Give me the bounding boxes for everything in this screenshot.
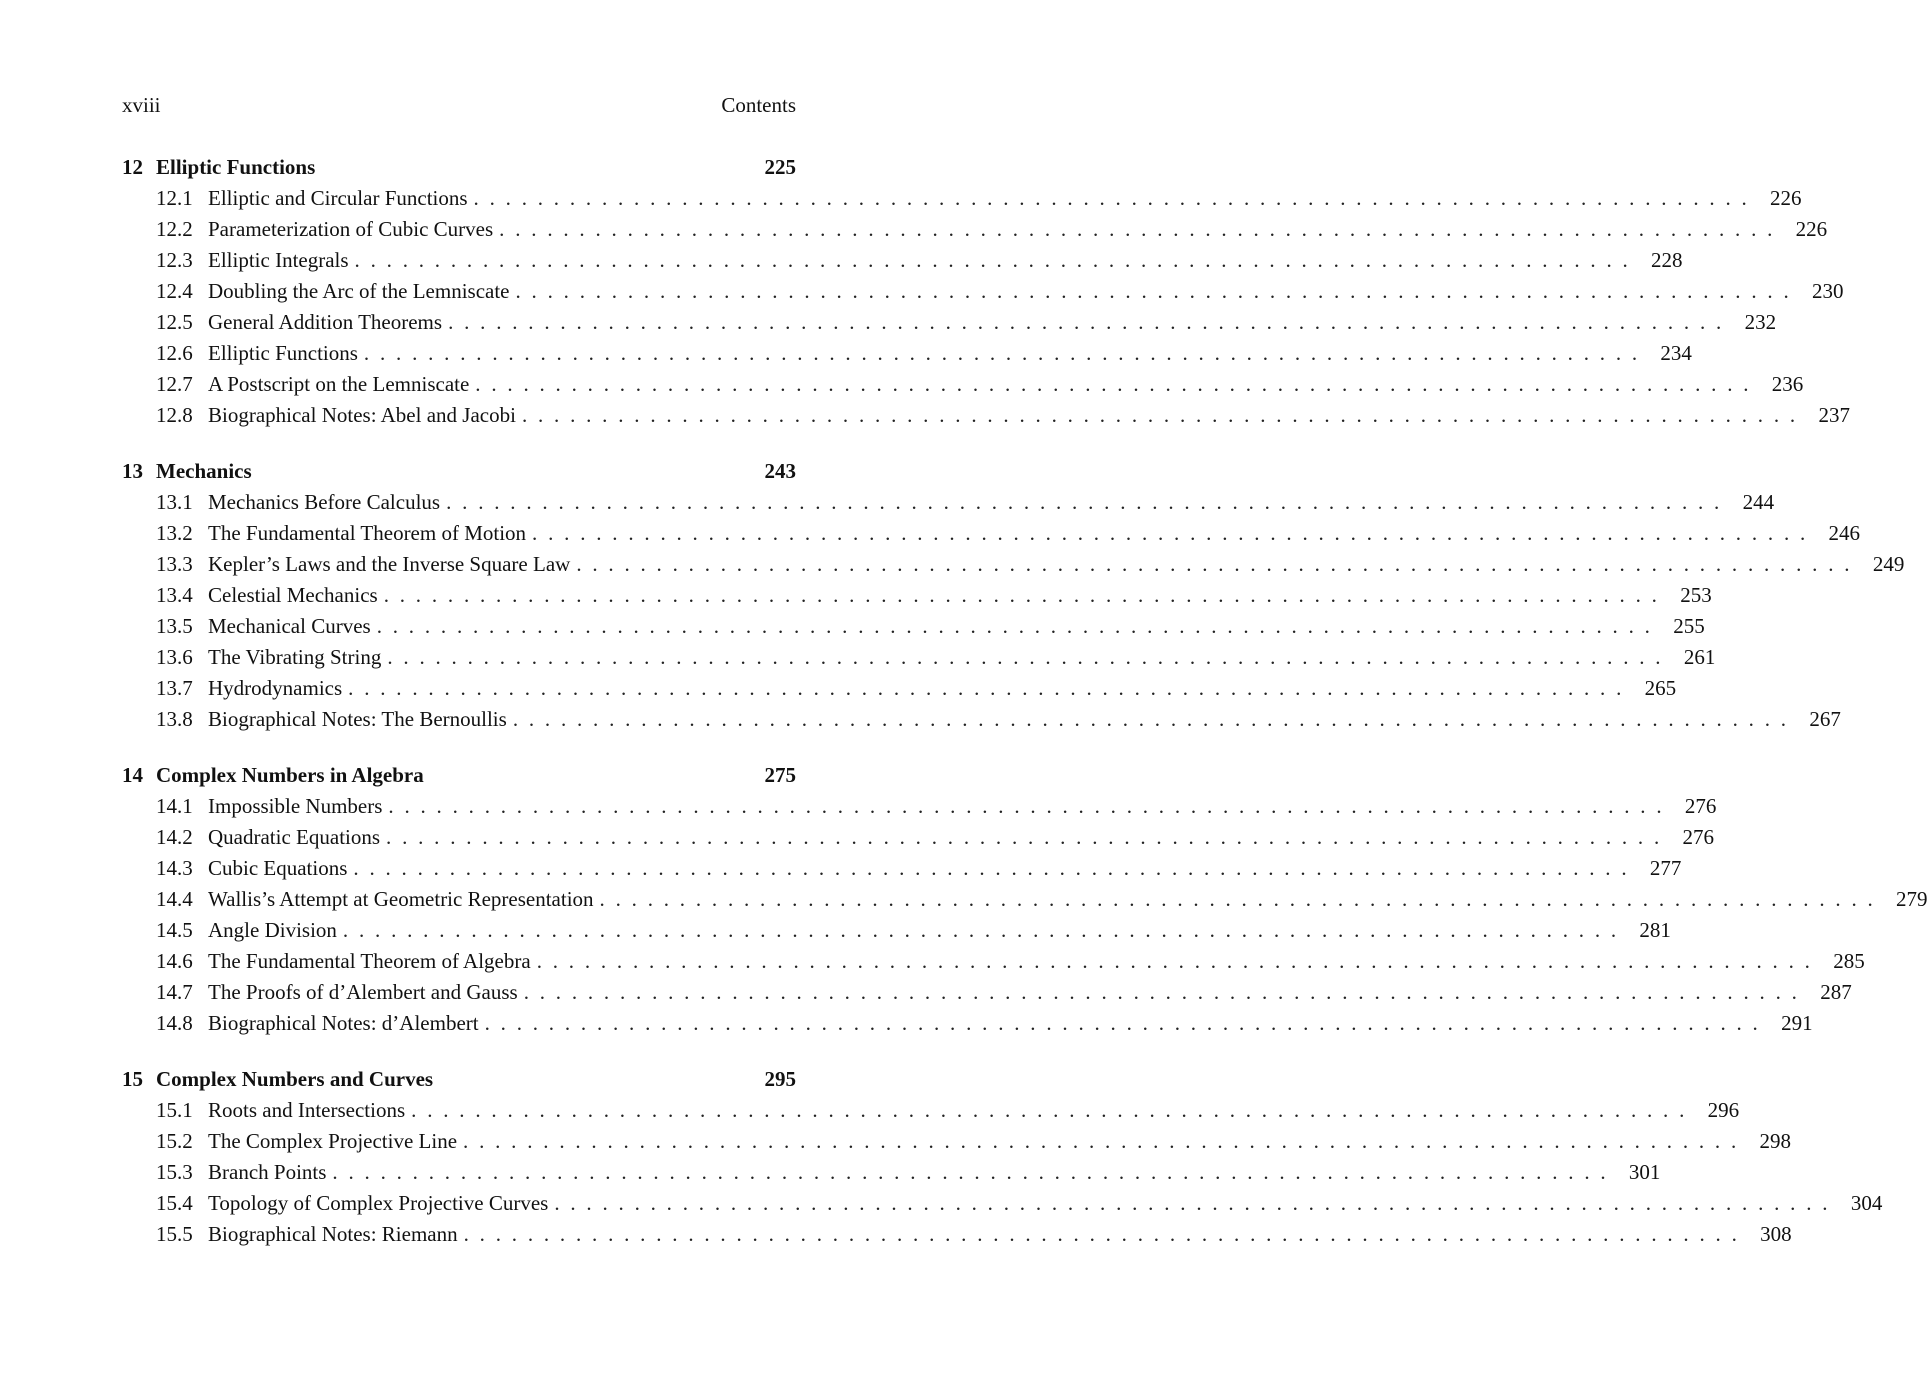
- dot-leader: ................................................................................: [473, 186, 1758, 210]
- dot-leader: ................................................................................: [475, 372, 1760, 396]
- page-folio: xviii: [122, 93, 161, 117]
- chapter-number: 13: [122, 459, 143, 483]
- chapter-number: 14: [122, 763, 143, 787]
- chapter-page-number: 225: [764, 155, 796, 179]
- toc-entry[interactable]: [122, 1188, 1883, 1219]
- section-title: The Proofs of d’Alembert and Gauss: [208, 980, 518, 1004]
- chapter-title: Complex Numbers in Algebra: [156, 763, 424, 787]
- toc-entry[interactable]: [122, 915, 1671, 946]
- toc-entry[interactable]: [122, 884, 1928, 915]
- chapter-block: [122, 1064, 1883, 1250]
- section-page-number: 228: [1651, 248, 1683, 272]
- toc-entry[interactable]: [122, 642, 1716, 673]
- section-page-number: 237: [1818, 403, 1850, 427]
- chapter-block: [122, 456, 1905, 735]
- section-page-number: 253: [1680, 583, 1712, 607]
- section-number: 12.5: [156, 310, 193, 334]
- page-header: [122, 90, 796, 120]
- toc-entry[interactable]: [122, 822, 1715, 853]
- toc-entry[interactable]: [122, 307, 1777, 338]
- section-number: 14.4: [156, 887, 193, 911]
- toc-entry[interactable]: [122, 214, 1828, 245]
- section-title: Wallis’s Attempt at Geometric Representation: [208, 887, 594, 911]
- dot-leader: ................................................................................: [484, 1011, 1769, 1035]
- dot-leader: ................................................................................: [536, 949, 1821, 973]
- dot-leader: ................................................................................: [387, 645, 1672, 669]
- section-page-number: 267: [1809, 707, 1841, 731]
- section-page-number: 291: [1781, 1011, 1813, 1035]
- section-title: Quadratic Equations: [208, 825, 381, 849]
- toc-entry[interactable]: [122, 276, 1844, 307]
- section-page-number: 265: [1644, 676, 1677, 700]
- section-number: 12.1: [156, 186, 193, 210]
- section-title: Doubling the Arc of the Lemniscate: [208, 279, 510, 303]
- running-title: Contents: [721, 93, 796, 117]
- toc-entry[interactable]: [122, 369, 1804, 400]
- dot-leader: ................................................................................: [332, 1160, 1617, 1184]
- section-title: The Complex Projective Line: [208, 1129, 458, 1153]
- dot-leader: ................................................................................: [376, 614, 1661, 638]
- toc-entry[interactable]: [122, 673, 1677, 704]
- section-title: The Fundamental Theorem of Algebra: [208, 949, 531, 973]
- toc-entry[interactable]: [122, 1126, 1792, 1157]
- dot-leader: ................................................................................: [446, 490, 1731, 514]
- section-number: 15.1: [156, 1098, 193, 1122]
- dot-leader: ................................................................................: [463, 1222, 1748, 1246]
- chapter-page-number: 275: [764, 763, 796, 787]
- chapter-page-number: 243: [764, 459, 796, 483]
- dot-leader: ................................................................................: [576, 552, 1861, 576]
- section-number: 14.8: [156, 1011, 193, 1035]
- section-page-number: 277: [1649, 856, 1682, 880]
- section-number: 12.7: [156, 372, 193, 396]
- section-page-number: 261: [1683, 645, 1716, 669]
- toc-entry[interactable]: [122, 580, 1712, 611]
- toc-entry[interactable]: [122, 183, 1802, 214]
- section-title: Mechanics Before Calculus: [208, 490, 441, 514]
- section-title: Kepler’s Laws and the Inverse Square Law: [208, 552, 571, 576]
- dot-leader: ................................................................................: [599, 887, 1884, 911]
- section-title: General Addition Theorems: [208, 310, 443, 334]
- section-number: 12.4: [156, 279, 193, 303]
- section-title: Elliptic Functions: [208, 341, 358, 365]
- section-number: 12.3: [156, 248, 193, 272]
- dot-leader: ................................................................................: [463, 1129, 1748, 1153]
- section-page-number: 244: [1742, 490, 1775, 514]
- section-title: Branch Points: [208, 1160, 327, 1184]
- chapter-number: 15: [122, 1067, 143, 1091]
- section-page-number: 285: [1833, 949, 1865, 973]
- section-page-number: 249: [1872, 552, 1905, 576]
- dot-leader: ................................................................................: [383, 583, 1668, 607]
- section-page-number: 236: [1771, 372, 1804, 396]
- dot-leader: ................................................................................: [532, 521, 1817, 545]
- dot-leader: ................................................................................: [499, 217, 1784, 241]
- section-page-number: 308: [1760, 1222, 1792, 1246]
- section-number: 13.8: [156, 707, 193, 731]
- section-page-number: 301: [1628, 1160, 1661, 1184]
- dot-leader: ................................................................................: [342, 918, 1627, 942]
- chapter-heading[interactable]: [122, 760, 796, 791]
- dot-leader: ................................................................................: [448, 310, 1733, 334]
- section-page-number: 232: [1744, 310, 1777, 334]
- toc-entry[interactable]: [122, 487, 1775, 518]
- section-title: The Fundamental Theorem of Motion: [208, 521, 527, 545]
- section-title: Mechanical Curves: [208, 614, 371, 638]
- toc-entry[interactable]: [122, 791, 1717, 822]
- section-number: 15.5: [156, 1222, 193, 1246]
- section-number: 13.6: [156, 645, 193, 669]
- section-page-number: 276: [1682, 825, 1715, 849]
- dot-leader: ................................................................................: [512, 707, 1797, 731]
- section-number: 14.5: [156, 918, 193, 942]
- section-page-number: 226: [1795, 217, 1828, 241]
- chapter-heading[interactable]: [122, 1064, 796, 1095]
- section-title: Biographical Notes: The Bernoullis: [208, 707, 507, 731]
- chapter-title: Complex Numbers and Curves: [156, 1067, 434, 1091]
- section-number: 15.2: [156, 1129, 193, 1153]
- section-page-number: 276: [1684, 794, 1717, 818]
- chapter-title: Elliptic Functions: [156, 155, 316, 179]
- toc-entry[interactable]: [122, 1219, 1792, 1250]
- section-number: 13.2: [156, 521, 193, 545]
- toc-entry[interactable]: [122, 1157, 1661, 1188]
- section-title: Elliptic and Circular Functions: [208, 186, 468, 210]
- toc-entry[interactable]: [122, 400, 1850, 431]
- section-title: The Vibrating String: [208, 645, 382, 669]
- section-title: A Postscript on the Lemniscate: [208, 372, 470, 396]
- section-number: 12.2: [156, 217, 193, 241]
- dot-leader: ................................................................................: [521, 403, 1806, 427]
- dot-leader: ................................................................................: [523, 980, 1808, 1004]
- toc-entry[interactable]: [122, 1008, 1813, 1039]
- toc-entry[interactable]: [122, 704, 1841, 735]
- section-title: Celestial Mechanics: [208, 583, 378, 607]
- section-page-number: 281: [1639, 918, 1671, 942]
- section-number: 13.4: [156, 583, 193, 607]
- dot-leader: ................................................................................: [411, 1098, 1696, 1122]
- chapter-title: Mechanics: [156, 459, 252, 483]
- section-number: 14.7: [156, 980, 193, 1004]
- toc-entry[interactable]: [122, 853, 1682, 884]
- dot-leader: ................................................................................: [515, 279, 1800, 303]
- section-number: 13.3: [156, 552, 193, 576]
- chapter-block: [122, 152, 1850, 431]
- section-title: Cubic Equations: [208, 856, 348, 880]
- section-page-number: 298: [1759, 1129, 1792, 1153]
- section-title: Biographical Notes: Abel and Jacobi: [208, 403, 516, 427]
- toc-entry[interactable]: [122, 946, 1865, 977]
- dot-leader: ................................................................................: [354, 248, 1639, 272]
- section-number: 15.3: [156, 1160, 193, 1184]
- section-page-number: 234: [1660, 341, 1692, 365]
- table-of-contents: [122, 152, 1928, 1275]
- section-title: Elliptic Integrals: [208, 248, 349, 272]
- toc-entry[interactable]: [122, 549, 1905, 580]
- section-page-number: 296: [1707, 1098, 1740, 1122]
- section-title: Parameterization of Cubic Curves: [208, 217, 494, 241]
- section-number: 14.6: [156, 949, 193, 973]
- section-title: Angle Division: [208, 918, 337, 942]
- section-number: 13.1: [156, 490, 193, 514]
- chapter-block: [122, 760, 1928, 1039]
- chapter-number: 12: [122, 155, 143, 179]
- toc-entry[interactable]: [122, 1095, 1740, 1126]
- chapter-heading[interactable]: [122, 152, 796, 183]
- dot-leader: ................................................................................: [554, 1191, 1839, 1215]
- section-page-number: 279: [1896, 887, 1928, 911]
- chapter-heading[interactable]: [122, 456, 796, 487]
- chapter-page-number: 295: [764, 1067, 796, 1091]
- section-page-number: 226: [1770, 186, 1802, 210]
- section-title: Impossible Numbers: [208, 794, 383, 818]
- section-page-number: 304: [1850, 1191, 1883, 1215]
- toc-entry[interactable]: [122, 611, 1705, 642]
- section-page-number: 230: [1812, 279, 1844, 303]
- dot-leader: ................................................................................: [348, 676, 1633, 700]
- section-number: 14.1: [156, 794, 193, 818]
- toc-entry[interactable]: [122, 977, 1852, 1008]
- toc-entry[interactable]: [122, 518, 1861, 549]
- section-number: 14.2: [156, 825, 193, 849]
- section-number: 15.4: [156, 1191, 193, 1215]
- section-page-number: 287: [1820, 980, 1852, 1004]
- section-page-number: 246: [1828, 521, 1861, 545]
- section-number: 13.5: [156, 614, 193, 638]
- section-number: 13.7: [156, 676, 193, 700]
- toc-entry[interactable]: [122, 245, 1683, 276]
- dot-leader: ................................................................................: [386, 825, 1671, 849]
- section-number: 12.6: [156, 341, 193, 365]
- section-page-number: 255: [1673, 614, 1705, 638]
- dot-leader: ................................................................................: [353, 856, 1638, 880]
- section-title: Biographical Notes: d’Alembert: [208, 1011, 479, 1035]
- section-title: Topology of Complex Projective Curves: [208, 1191, 549, 1215]
- section-number: 14.3: [156, 856, 193, 880]
- section-title: Roots and Intersections: [208, 1098, 406, 1122]
- section-title: Hydrodynamics: [208, 676, 343, 700]
- dot-leader: ................................................................................: [363, 341, 1648, 365]
- toc-entry[interactable]: [122, 338, 1692, 369]
- dot-leader: ................................................................................: [388, 794, 1673, 818]
- section-title: Biographical Notes: Riemann: [208, 1222, 458, 1246]
- section-number: 12.8: [156, 403, 193, 427]
